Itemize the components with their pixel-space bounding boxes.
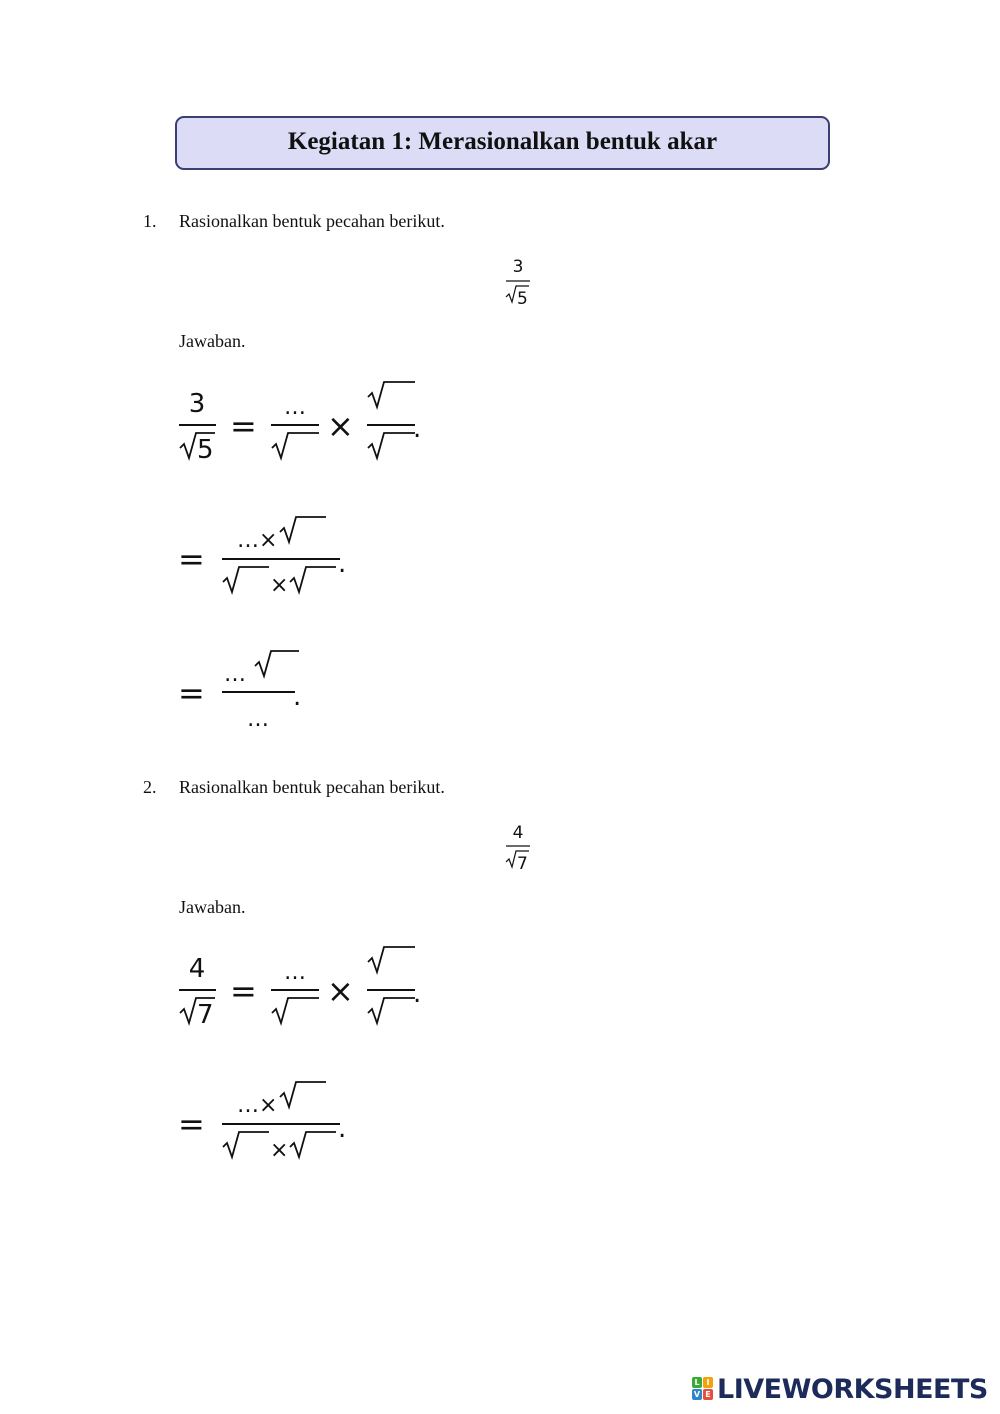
q1-step1-times: × — [327, 407, 354, 445]
q1-step2-top: …× — [237, 528, 278, 553]
q2-fraction-radicand: 7 — [517, 854, 528, 874]
q1-step3-dot: . — [293, 682, 302, 712]
q2-step1-equals: = — [230, 972, 257, 1010]
liveworksheets-logo[interactable] — [692, 1373, 992, 1407]
logo-text: LIVEWORKSHEETS — [717, 1374, 988, 1405]
question-2-number: 2. — [143, 777, 157, 797]
question-2-answer-label: Jawaban. — [179, 897, 246, 917]
q1-step3-bottom: … — [247, 707, 269, 732]
q1-step2-bottom-times: × — [270, 573, 289, 598]
q1-step1-equals: = — [230, 407, 257, 445]
q2-step2-bottom-sqrt2-icon — [290, 1132, 336, 1157]
q1-fraction-numerator: 3 — [512, 257, 524, 277]
q1-step2-equals: = — [178, 540, 205, 578]
q2-step1-radicand: 7 — [197, 1000, 214, 1030]
question-2-prompt: Rasionalkan bentuk pecahan berikut. — [179, 777, 445, 797]
q1-step1-dot: . — [413, 414, 422, 444]
logo-grid-icon: L I V E — [692, 1377, 714, 1401]
q2-step2-top-sqrt-icon — [280, 1082, 326, 1107]
q2-fraction-numerator: 4 — [512, 823, 524, 843]
q2-step1-blank-num: … — [284, 960, 306, 985]
question-1-number: 1. — [143, 211, 157, 231]
q2-step1-numerator: 4 — [188, 954, 206, 984]
q1-step1-blank-num: … — [284, 395, 306, 420]
q2-step2-top: …× — [237, 1093, 278, 1118]
q2-step2-bottom-sqrt1-icon — [223, 1132, 269, 1157]
question-1-prompt: Rasionalkan bentuk pecahan berikut. — [179, 211, 445, 231]
q2-step1-times: × — [327, 972, 354, 1010]
q2-step2-equals: = — [178, 1105, 205, 1143]
q2-step1-dot: . — [413, 979, 422, 1009]
q1-step1-radicand: 5 — [197, 435, 214, 465]
question-1-answer-label: Jawaban. — [179, 331, 246, 351]
q1-step1-numerator: 3 — [188, 389, 206, 419]
q1-step2-dot: . — [338, 549, 347, 579]
q1-step3-top: … — [224, 662, 246, 687]
q1-fraction-radicand: 5 — [517, 289, 528, 309]
activity-title: Kegiatan 1: Merasionalkan bentuk akar — [175, 116, 830, 170]
q1-step3-equals: = — [178, 674, 205, 712]
q2-step2-bottom-times: × — [270, 1138, 289, 1163]
q2-step2-dot: . — [338, 1114, 347, 1144]
